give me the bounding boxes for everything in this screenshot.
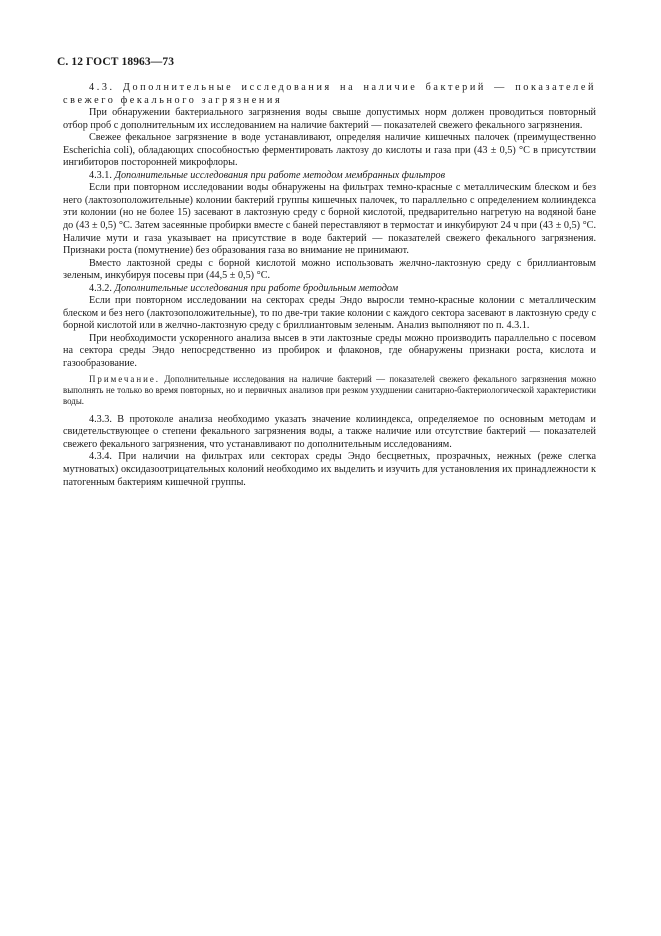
page-header: С. 12 ГОСТ 18963—73 — [57, 56, 175, 68]
section-4-3-1-paragraph-1: Если при повторном исследовании воды обнаружены на фильтрах темно-красные с металлическим блеском и без него (лактозоположительные) колонии бактерий группы кишечных палочек, то параллельно с определением колииндекса эти колонии (но не более 15) засевают в лактозную среду с борной кислотой, предварительно нагретую на водяной бане до (43 ± 0,5) °С. Затем засеянные пробирки вместе с баней переставляют в термостат и инкубируют 24 ч при (43 ± 0,5) °С. Наличие мути и газа указывает на присутствие в воде бактерий — показателей свежего фекального загрязнения. Признаки роста (помутнение) без образования газа во внимание не принимают. — [63, 182, 596, 257]
section-4-3-paragraph-2: Свежее фекальное загрязнение в воде устанавливают, определяя наличие кишечных палочек (преимущественно Escherichia coli), обладающих способностью ферментировать лактозу до кислоты и газа при (43 ± 0,5) °С в присутствии ингибиторов посторонней микрофлоры. — [63, 132, 596, 169]
section-4-3-4-paragraph: 4.3.4. При наличии на фильтрах или секторах среды Эндо бесцветных, прозрачных, нежных (реже слегка мутноватых) оксидазоотрицательных колоний необходимо их выделить и изучить для установления их принадлежности к патогенным бактериям кишечной группы. — [63, 451, 596, 488]
section-4-3-1-heading — [63, 170, 596, 183]
section-4-3-2-paragraph-1: Если при повторном исследовании на секторах среды Эндо выросли темно-красные колонии с металлическим блеском и без него (лактозоположительные), то по две-три такие колонии с каждого сектора засевают в лактозную среду с борной кислотой или в желчно-лактозную среду с бриллиантовым зеленым. Анализ выполняют по п. 4.3.1. — [63, 295, 596, 332]
section-4-3-1-paragraph-2: Вместо лактозной среды с борной кислотой можно использовать желчно-лактозную среду с бриллиантовым зеленым, инкубируя посевы при (44,5 ± 0,5) °С. — [63, 257, 596, 282]
note-text: Дополнительные исследования на наличие бактерий — показателей свежего фекального загрязнения можно выполнять не только во время повторных, но и первичных анализов при резком ухудшении санитарно-бактериологической характеристики воды. — [63, 373, 597, 407]
section-4-3-2-paragraph-2: При необходимости ускоренного анализа высев в эти лактозные среды можно производить параллельно с посевом на сектора среды Эндо непосредственно из пробирок и флаконов, где обнаружены признаки роста, кислота и газообразование. — [63, 332, 596, 370]
section-4-3-2-heading — [63, 283, 596, 296]
section-4-3-1-number: 4.3.1. — [89, 169, 112, 181]
section-4-3-3-paragraph: 4.3.3. В протоколе анализа необходимо указать значение колииндекса, определяемое по основным методам и свидетельствующее о степени фекального загрязнения воды, а также наличие или отсутствие бактерий — показателей свежего фекального загрязнения, что устанавливают по дополнительным исследованиям. — [63, 413, 596, 450]
section-4-3-2-number: 4.3.2. — [89, 282, 112, 294]
section-4-3-heading: 4.3. Дополнительные исследования на наличие бактерий — показателей свежего фекального загрязнения — [63, 82, 596, 106]
section-4-3-paragraph-1: При обнаружении бактериального загрязнения воды свыше допустимых норм должен проводиться повторный отбор проб с дополнительным их исследованием на наличие бактерий — показателей свежего фекального загрязнения. — [63, 107, 596, 131]
note — [63, 374, 596, 408]
section-4-3-1-title: Дополнительные исследования при работе методом мембранных фильтров — [114, 169, 446, 181]
note-label: Примечание. — [89, 373, 160, 384]
document-body — [63, 82, 596, 489]
section-4-3-2-title: Дополнительные исследования при работе бродильным методом — [114, 282, 399, 294]
